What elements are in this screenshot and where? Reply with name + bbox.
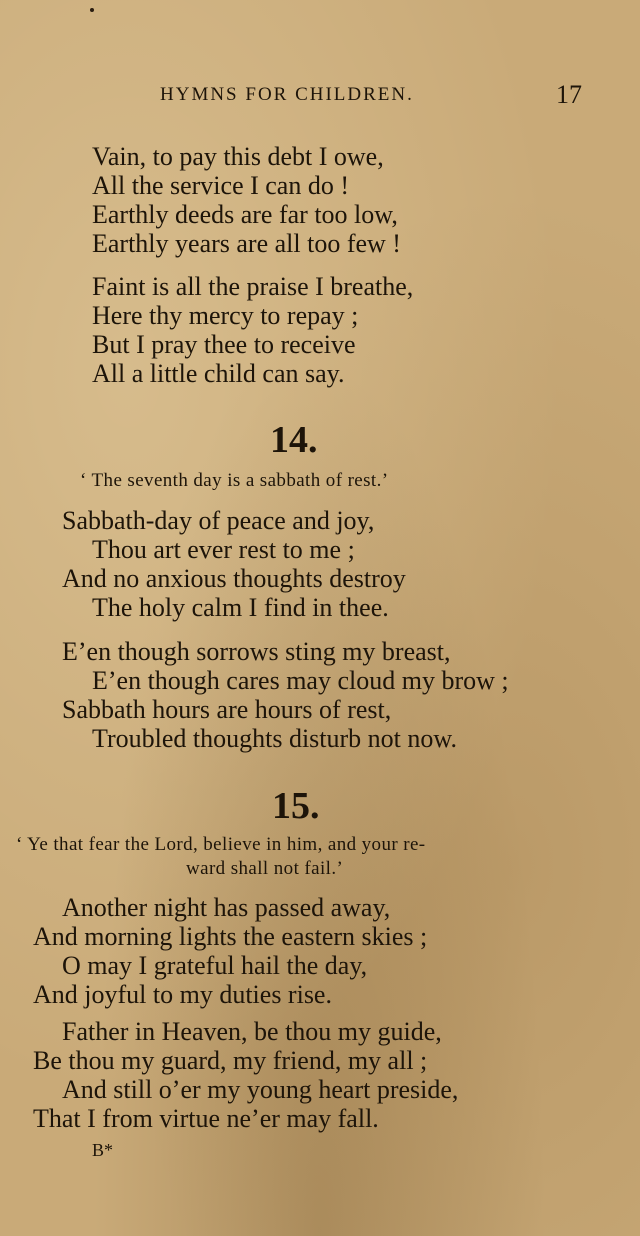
verse-line: Earthly years are all too few ! [92,229,401,258]
hymn-number: 15. [272,785,320,827]
verse-line: Earthly deeds are far too low, [92,200,398,229]
verse-line: And morning lights the eastern skies ; [33,922,428,951]
verse-line: Sabbath-day of peace and joy, [62,506,375,535]
verse-line: And no anxious thoughts destroy [62,564,406,593]
verse-line: And still o’er my young heart preside, [62,1075,459,1104]
hymn-number: 14. [270,419,318,461]
running-header: HYMNS FOR CHILDREN. [160,84,414,105]
verse-line: All a little child can say. [92,359,345,388]
verse-line: Faint is all the praise I breathe, [92,272,414,301]
verse-line: Troubled thoughts disturb not now. [92,724,457,753]
verse-line: Be thou my guard, my friend, my all ; [33,1046,428,1075]
page-number: 17 [556,80,582,109]
verse-line: And joyful to my duties rise. [33,980,332,1009]
signature-mark: B* [92,1140,114,1160]
verse-line: Thou art ever rest to me ; [92,535,355,564]
verse-line: Another night has passed away, [62,893,391,922]
verse-line: The holy calm I find in thee. [92,593,389,622]
ink-speck [90,8,94,12]
verse-line: Father in Heaven, be thou my guide, [62,1017,442,1046]
epigraph: ‘ Ye that fear the Lord, believe in him, and your re- [16,834,426,855]
verse-line: E’en though sorrows sting my breast, [62,637,451,666]
verse-line: Vain, to pay this debt I owe, [92,142,384,171]
verse-line: But I pray thee to receive [92,330,356,359]
epigraph: ‘ The seventh day is a sabbath of rest.’ [80,470,389,491]
verse-line: Here thy mercy to repay ; [92,301,359,330]
epigraph: ward shall not fail.’ [186,858,344,879]
verse-line: That I from virtue ne’er may fall. [33,1104,379,1133]
verse-line: All the service I can do ! [92,171,350,200]
verse-line: Sabbath hours are hours of rest, [62,695,392,724]
verse-line: E’en though cares may cloud my brow ; [92,666,509,695]
verse-line: O may I grateful hail the day, [62,951,368,980]
